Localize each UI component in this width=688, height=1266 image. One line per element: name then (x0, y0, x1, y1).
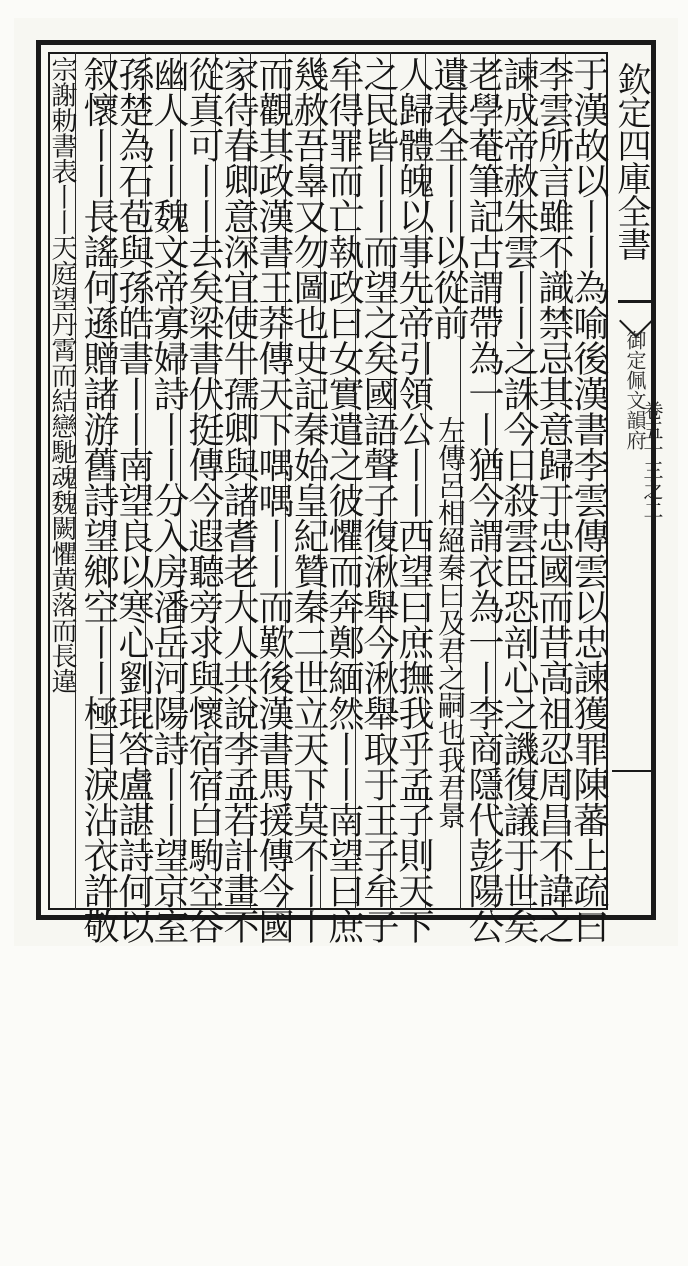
text-column-10: 而觀其政漢書王莽傳天下喁喁丨丨而歎後漢書馬援傳今國 (253, 56, 294, 944)
book-title: 欽定四庫全書 (611, 62, 651, 260)
text-column-8: 牟得罪而亡執政曰女實遣之彼懼而奔鄭緬然丨丨南望曰庶 (323, 56, 364, 944)
margin-divider (612, 770, 652, 772)
text-column-4: 老學菴筆記古謂帶為一丨猶今謂衣為一丨李商隱代彭陽公 (463, 56, 504, 944)
text-column-1: 于漢故以丨丨為喻後漢書李雲傳雲以忠諫獲罪陳蕃上疏曰 (568, 56, 609, 944)
text-column-6: 人歸體魄以事先帝引領公丨丨西望曰庶撫我乎孟子則天下 (393, 56, 434, 944)
section-title: 御定佩文韻府 (623, 330, 647, 450)
text-column-12: 從真可丨丨去矣梁書伏挺傳今遐聽旁求與懷宿宿白駒空谷 (183, 56, 224, 944)
text-column-2: 李雲所言雖不識禁忌其意歸于忠國而昔高祖忍周昌不諱之 (533, 56, 574, 944)
text-column-7: 之民皆丨丨而望之矣國語聲子復湫舉今湫舉取于王子牟子 (358, 56, 399, 944)
text-column-9: 幾赦吾辠又勿圖也史記秦始皇紀贊秦二世立天下莫不丨丨 (288, 56, 329, 944)
text-column-14: 孫楚為石苞與孫皓書丨丨南望良以寒心劉琨答盧諶詩何以 (113, 56, 154, 944)
inline-annotation: 左傳呂相絕秦曰及君之嗣也我君景 (434, 416, 467, 829)
text-column-11: 家待春卿意深宜使牛孺卿與諸耆老大人共說李孟若計畫不 (218, 56, 259, 944)
volume-label: 卷五十三之二 (640, 400, 664, 520)
text-column-3: 諫成帝赦朱雲丨丨之誅今日殺雲臣恐剖心之譏復議于世矣 (498, 56, 539, 944)
text-column-16: 宗謝勅書表丨丨天庭望丹霄而結戀馳魂魏闕懼黄落而長違 (47, 56, 77, 694)
text-column-13: 幽人丨丨魏文帝寡婦詩丨丨分入房潘岳河陽詩丨丨望京室 (148, 56, 189, 944)
text-column-15: 叙懷丨丨長謠何遜贈諸游舊詩望鄉空丨丨極目淚沾衣許敬 (78, 56, 119, 944)
fish-tail-mark-icon (618, 300, 652, 317)
text-column-5: 遺表全丨丨以從前 (428, 56, 469, 340)
